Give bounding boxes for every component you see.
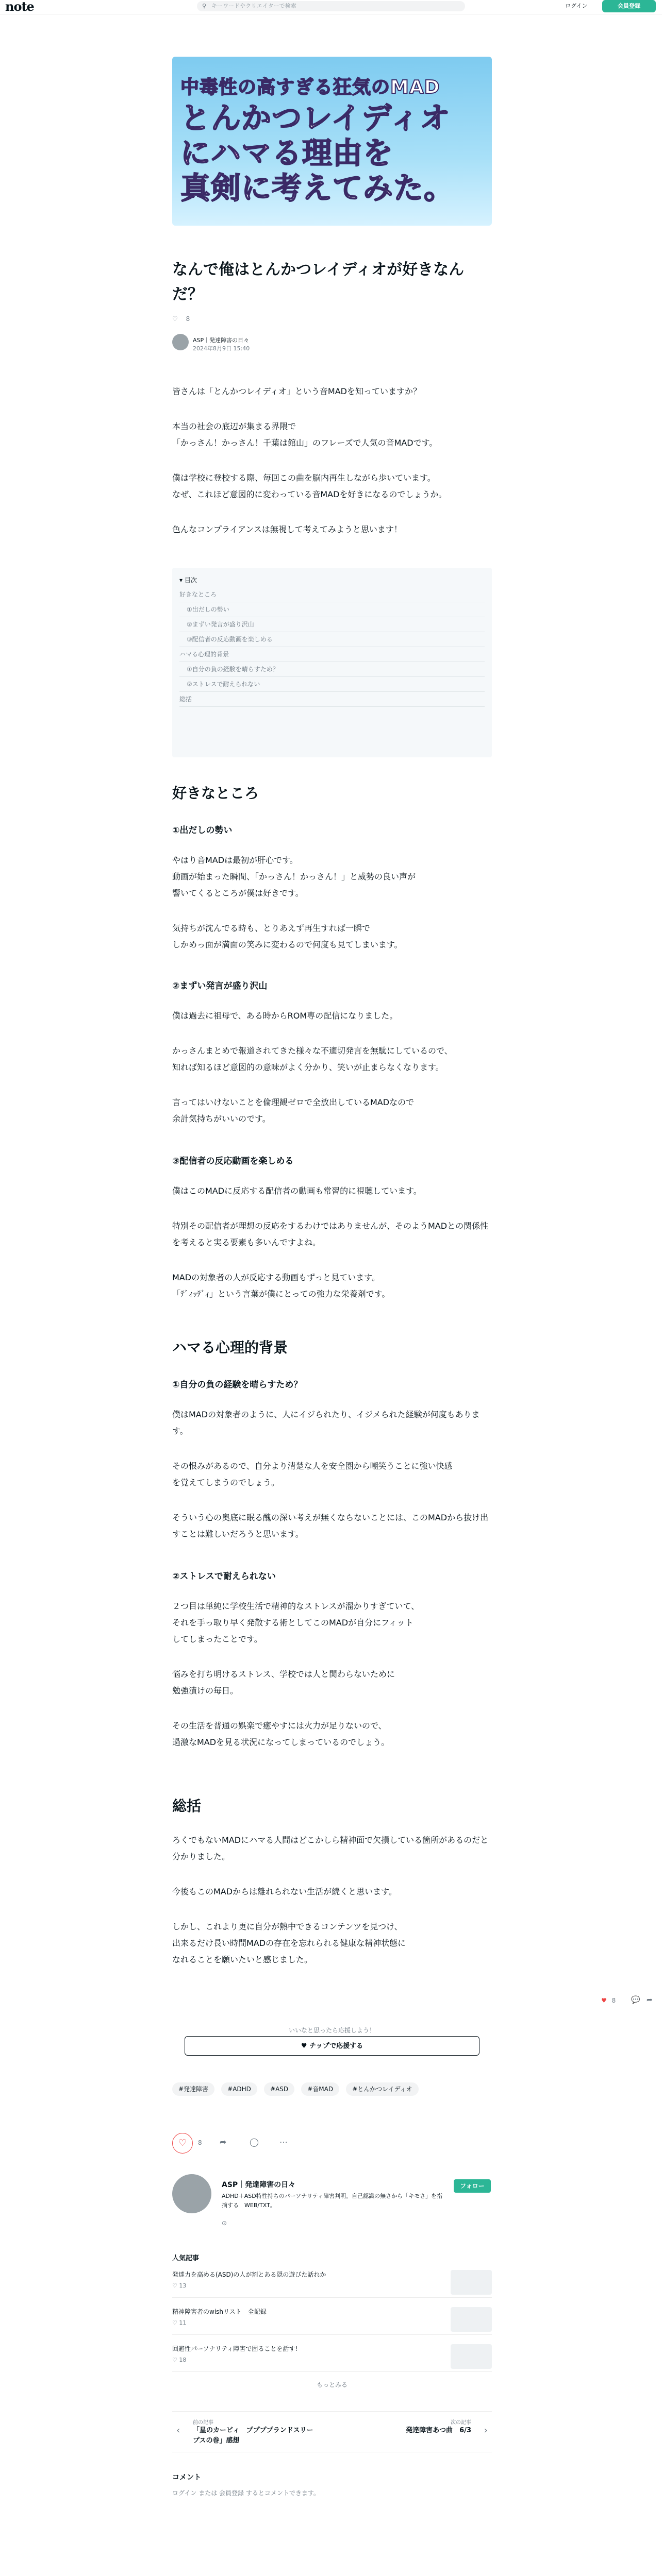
section-heading: 好きなところ (172, 785, 259, 802)
paragraph: 僕はMADの対象者のように、人にイジられたり、イジメられた経験が何度もあります。 (172, 1410, 480, 1436)
paragraph: 今後もこのMADからは離れられない生活が続くと思います。 (172, 1887, 397, 1896)
tag[interactable]: #ADHD (221, 2082, 257, 2096)
author-row[interactable] (172, 334, 492, 354)
article-title: なんで俺はとんかつレイディオが好きなんだ？ (172, 261, 465, 303)
subsection-heading: ①出だしの勢い (172, 825, 233, 836)
rss-icon[interactable]: ⊙ (222, 2219, 227, 2227)
comment-icon[interactable]: 💬 (631, 1996, 640, 2004)
paragraph: やはり音MADは最初が肝心です。 (172, 855, 298, 865)
toc-item[interactable]: ②まずい発言が盛り沢山 (179, 617, 485, 632)
search-placeholder: キーワードやクリエイターで検索 (211, 3, 296, 9)
popular-item-count: ♡ 11 (172, 2319, 187, 2326)
tag-list (172, 2082, 492, 2103)
avatar[interactable] (172, 334, 189, 350)
hero-line: 中毒性の高すぎる狂気のMAD (180, 77, 440, 98)
comments-login-prompt[interactable]: ログイン または 会員登録 するとコメントできます。 (172, 2489, 320, 2497)
paragraph: 「ﾃﾞｨｯﾃﾞｨ」という言葉が僕にとっての強力な栄養剤です。 (172, 1289, 390, 1299)
note-logo[interactable]: note (5, 0, 34, 14)
paragraph: 知れば知るほど意図的の意味がよく分かり、笑いが止まらなくなります。 (172, 1062, 444, 1072)
creator-name[interactable]: ASP｜発達障害の日々 (222, 2181, 296, 2189)
next-article-link[interactable]: 次の記事 発達障害あつ曲 6/3 (406, 2420, 471, 2434)
toc-item[interactable]: 好きなところ (179, 587, 485, 602)
global-header (0, 0, 662, 14)
paragraph: 動画が始まった瞬間、「かっさん！かっさん！」と威勢の良い声が (172, 872, 416, 882)
comments-heading: コメント (172, 2473, 201, 2482)
popular-item-title[interactable]: 回避性パーソナリティ障害で固ることを話す! (172, 2345, 298, 2352)
like-count: 8 (198, 2139, 202, 2146)
paragraph: 特別その配信者が理想の反応をするわけではありませんが、そのようMADとの関係性を考えると実る要素も多いんですよね。 (172, 1221, 489, 1247)
paragraph: 気持ちが沈んでる時も、とりあえず再生すれば一瞬で (172, 923, 371, 933)
paragraph: しかし、これより更に自分が熱中できるコンテンツを見つけ、 (172, 1922, 403, 1931)
toc-item[interactable]: ①自分の負の経験を晴らすため？ (179, 662, 485, 677)
toc-item[interactable]: ③配信者の反応動画を楽しめる (179, 632, 485, 647)
paragraph: しかめっ面が満面の笑みに変わるので何度も見てしまいます。 (172, 940, 403, 950)
hero-line: にハマる理由を (180, 135, 394, 171)
heart-icon: ♥ (301, 2042, 307, 2050)
subsection-heading: ②ストレスで耐えられない (172, 1571, 276, 1582)
paragraph: してしまったことです。 (172, 1634, 262, 1644)
popular-item-title[interactable]: 精神障害者のwishリスト 全記録 (172, 2308, 267, 2315)
prev-article-link[interactable]: 前の記事 「星のカービィ ププププランドスリープスの巻」感想 (193, 2420, 313, 2445)
paragraph: を覚えてしまうのでしょう。 (172, 1478, 280, 1487)
paragraph: その恨みがあるので、自分より清楚な人を安全圏から嘲笑うことに強い快感 (172, 1461, 453, 1471)
subsection-heading: ③配信者の反応動画を楽しめる (172, 1156, 294, 1166)
toc-item[interactable]: 総括 (179, 692, 485, 707)
avatar[interactable] (172, 2174, 211, 2213)
paragraph: 僕は学校に登校する際、毎回この曲を脳内再生しながら歩いています。 (172, 473, 436, 483)
toc-heading[interactable]: ▾ 目次 (179, 577, 197, 584)
popular-heading: 人気記事 (172, 2255, 200, 2262)
hero-line: とんかつレイディオ (180, 100, 451, 135)
tag[interactable]: #ASD (264, 2082, 294, 2096)
paragraph: 僕は過去に祖母で、ある時からROM専の配信になりました。 (172, 1011, 398, 1021)
popular-item-thumbnail[interactable] (451, 2307, 492, 2332)
popular-item-count: ♡ 13 (172, 2282, 187, 2289)
author-name[interactable]: ASP｜発達障害の日々 (193, 337, 250, 344)
more-button[interactable]: もっとみる (316, 2381, 347, 2388)
toc-item[interactable]: ②ストレスで耐えられない (179, 677, 485, 692)
like-button[interactable]: ♡ (172, 2133, 193, 2154)
article-date: 2024年8月9日 15:40 (193, 345, 250, 352)
heart-icon[interactable]: ♥ (601, 1997, 607, 2004)
creator-card (172, 2174, 492, 2236)
paragraph: なぜ、これほど意図的に変わっている音MADを好きになるのでしょうか。 (172, 489, 447, 499)
tag[interactable]: #音MAD (301, 2082, 339, 2096)
share-icon[interactable]: ➦ (647, 1996, 653, 2004)
chevron-right-icon[interactable]: › (484, 2425, 488, 2436)
popular-item-title[interactable]: 発達力を高める(ASD)の人が割とある隠の遊びた話れか (172, 2271, 326, 2278)
hero-line: 真剣に考えてみた。 (180, 171, 455, 206)
paragraph: その生活を普通の娯楽で癒やすには火力が足りないので、 (172, 1721, 387, 1731)
paragraph: 言ってはいけないことを倫理観ゼロで全放出しているMADなので (172, 1097, 415, 1107)
tag[interactable]: #とんかつレイディオ (346, 2082, 419, 2096)
floating-like[interactable] (601, 1997, 616, 2004)
tag[interactable]: #発達障害 (172, 2082, 214, 2096)
table-of-contents (172, 568, 492, 757)
heart-icon[interactable]: ♡ (172, 315, 178, 323)
popular-item-count: ♡ 18 (172, 2357, 187, 2363)
popular-item[interactable] (172, 2267, 492, 2298)
subsection-heading: ②まずい発言が盛り沢山 (172, 981, 268, 991)
section-heading: 総括 (172, 1798, 202, 1815)
creator-description: ADHD＋ASD特性持ちのパーソナリティ障害判明。自己認識の無さから「キモさ」を指摘する WEB/TXT。 (222, 2193, 443, 2209)
paragraph: それを手っ取り早く発散する術としてこのMADが自分にフィット (172, 1618, 413, 1628)
paragraph: 本当の社会の底辺が集まる界隈で (172, 421, 296, 431)
hero-image (172, 57, 492, 226)
login-button[interactable]: ログイン (565, 3, 588, 9)
popular-item[interactable] (172, 2341, 492, 2372)
tip-button[interactable]: ♥ チップで応援する (185, 2036, 479, 2056)
paragraph: 余計気持ちがいいのです。 (172, 1114, 271, 1124)
prev-next-nav (172, 2411, 492, 2452)
paragraph: 悩みを打ち明けるストレス、学校では人と関わらないために (172, 1669, 395, 1679)
paragraph: MADの対象者の人が反応する動画もずっと見ています。 (172, 1273, 380, 1282)
paragraph: 色んなコンプライアンスは無視して考えてみようと思います！ (172, 524, 402, 534)
paragraph: 出来るだけ長い時間MADの存在を忘れられる健康な精神状態に (172, 1938, 406, 1948)
paragraph: 勉強漬けの毎日。 (172, 1686, 239, 1696)
subsection-heading: ①自分の負の経験を晴らすため？ (172, 1380, 303, 1390)
action-bar (172, 2133, 492, 2154)
support-label: いいなと思ったら応援しよう！ (288, 2027, 375, 2034)
toc-item[interactable]: ①出だしの勢い (179, 602, 485, 617)
search-icon: ⚲ (202, 3, 207, 9)
support-box (172, 2026, 492, 2057)
popular-item-thumbnail[interactable] (451, 2344, 492, 2369)
paragraph: ２つ目は単純に学校生活で精神的なストレスが溜かりすぎていて、 (172, 1601, 420, 1611)
signup-button[interactable]: 会員登録 (602, 0, 656, 12)
popular-item[interactable] (172, 2304, 492, 2335)
chevron-left-icon[interactable]: ‹ (176, 2425, 180, 2436)
more-icon[interactable]: ⋯ (279, 2137, 288, 2147)
paragraph: かっさんまとめで報道されてきた様々な不適切発言を無駄にしているので、 (172, 1046, 453, 1056)
article-like-row[interactable] (172, 315, 492, 323)
share-icon[interactable]: ➦ (220, 2137, 227, 2147)
search-input[interactable] (197, 1, 465, 11)
paragraph: 響いてくるところが僕は好きです。 (172, 888, 304, 898)
follow-button[interactable]: フォロー (454, 2179, 491, 2193)
section-heading: ハマる心理的背景 (172, 1339, 288, 1356)
paragraph: そういう心の奥底に眠る醜の深い考えが無くならないことには、このMADから抜け出すことは難しいだろうと思います。 (172, 1513, 489, 1539)
paragraph: 「かっさん！かっさん！千葉は館山」のフレーズで人気の音MADです。 (172, 438, 438, 448)
toc-item[interactable]: ハマる心理的背景 (179, 647, 485, 662)
paragraph: ろくでもないMADにハマる人間はどこかしら精神面で欠損している箇所があるのだと分かりました。 (172, 1835, 489, 1861)
paragraph: 僕はこのMADに反応する配信者の動画も常習的に視聴しています。 (172, 1186, 422, 1196)
paragraph: 皆さんは「とんかつレイディオ」という音MADを知っていますか？ (172, 386, 421, 396)
comment-icon[interactable]: ◯ (250, 2137, 259, 2147)
like-count: 8 (186, 315, 190, 323)
paragraph: 過激なMADを見る状況になってしまっているのでしょう。 (172, 1737, 390, 1747)
floating-like-count: 8 (611, 1997, 616, 2004)
popular-item-thumbnail[interactable] (451, 2270, 492, 2295)
paragraph: なれることを願いたいと感じました。 (172, 1955, 313, 1964)
